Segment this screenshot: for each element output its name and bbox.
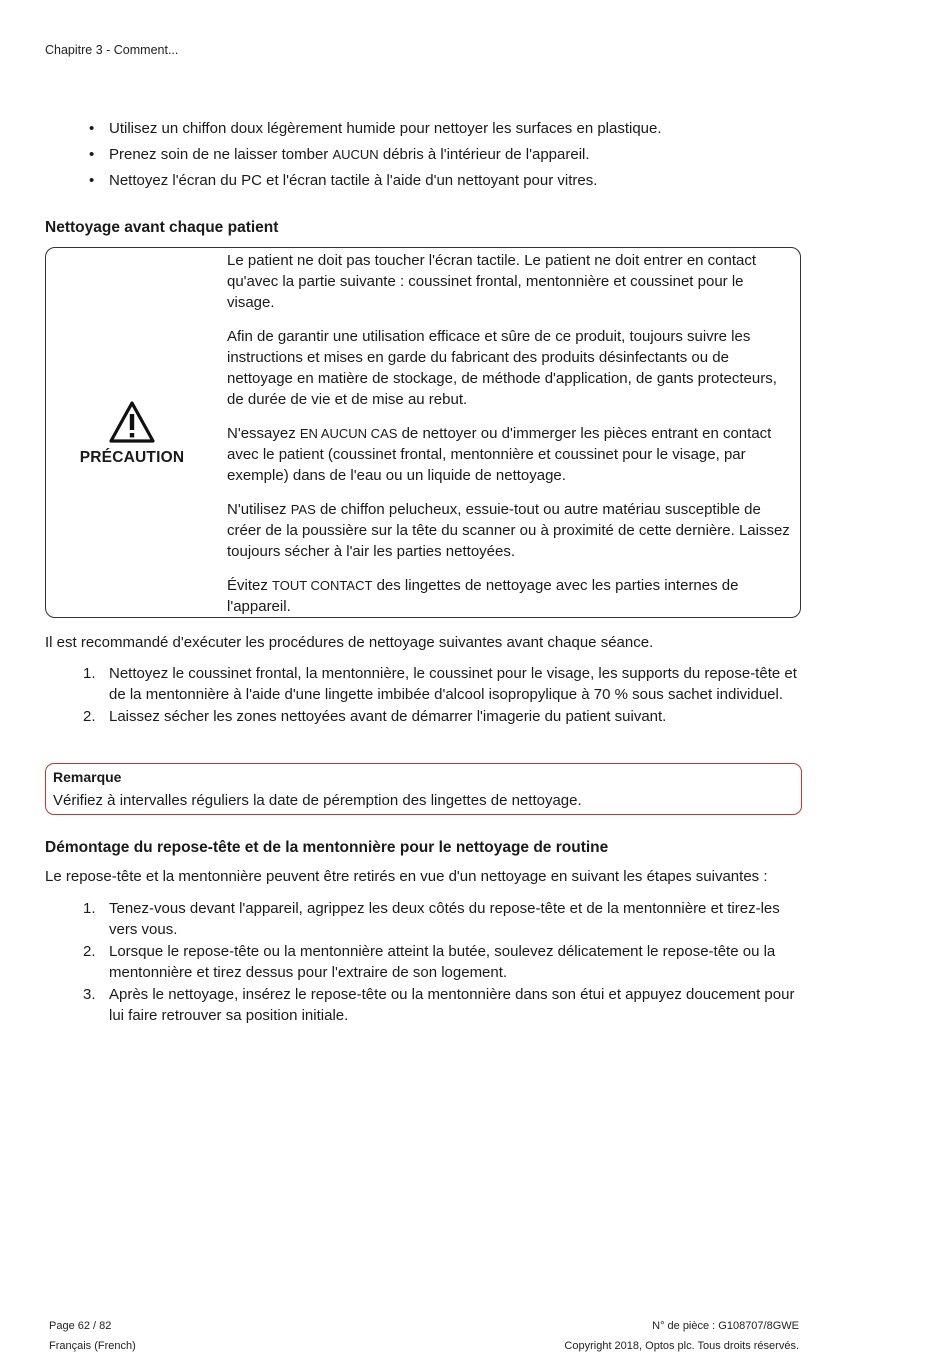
section-heading-removal: Démontage du repose-tête et de la mentonnière pour le nettoyage de routine — [45, 839, 609, 856]
note-text: Vérifiez à intervalles réguliers la date de péremption des lingettes de nettoyage. — [53, 792, 582, 809]
caution-sidebar — [46, 400, 218, 467]
language-label: Français (French) — [49, 1340, 136, 1352]
caution-paragraph: N'essayez EN AUCUN CAS de nettoyer ou d'immerger les pièces entrant en contact avec le patient (coussinet frontal, mentonnière et coussinet pour le visage, par exemple) dans de l'eau ou un liquide de nettoyage. — [227, 425, 772, 484]
removal-intro: Le repose-tête et la mentonnière peuvent être retirés en vue d'un nettoyage en suivant les étapes suivantes : — [45, 868, 768, 885]
list-item: 1. Tenez-vous devant l'appareil, agrippez les deux côtés du repose-tête et de la mentonnière et tirez-les vers vous. — [83, 900, 780, 938]
copyright: Copyright 2018, Optos plc. Tous droits réservés. — [564, 1340, 799, 1352]
list-item: • Nettoyez l'écran du PC et l'écran tactile à l'aide d'un nettoyant pour vitres. — [45, 170, 805, 191]
list-item: • Prenez soin de ne laisser tomber AUCUN débris à l'intérieur de l'appareil. — [45, 144, 805, 165]
list-item: 2. Laissez sécher les zones nettoyées avant de démarrer l'imagerie du patient suivant. — [83, 708, 667, 725]
list-item: • Utilisez un chiffon doux légèrement humide pour nettoyer les surfaces en plastique. — [45, 118, 805, 139]
caution-paragraph: N'utilisez PAS de chiffon pelucheux, essuie-tout ou autre matériau susceptible de créer de la poussière sur la tête du scanner ou à proximité de cette dernière. Laissez toujours sécher à l'air les parties nettoyées. — [227, 501, 790, 560]
caution-paragraph: Évitez TOUT CONTACT des lingettes de nettoyage avec les parties internes de l'appareil. — [227, 577, 739, 615]
page-number: Page 62 / 82 — [49, 1320, 112, 1332]
caution-paragraph: Afin de garantir une utilisation efficace et sûre de ce produit, toujours suivre les instructions et mises en garde du fabricant des produits désinfectants ou de nettoyage en matière de stockage, de méthode d'application, de gants protecteurs, de durée de vie et de mise au rebut. — [227, 328, 777, 408]
list-item: 2. Lorsque le repose-tête ou la mentonnière atteint la butée, soulevez délicatement le repose-tête ou la mentonnière et tirez dessus pour l'extraire de son logement. — [83, 943, 776, 981]
caution-paragraph: Le patient ne doit pas toucher l'écran tactile. Le patient ne doit entrer en contact qu'avec la partie suivante : coussinet frontal, mentonnière et coussinet pour le visage. — [227, 252, 757, 311]
intro-bullet-list — [45, 118, 805, 196]
removal-steps — [45, 898, 805, 1027]
warning-triangle-icon — [108, 400, 156, 444]
list-item: 3. Après le nettoyage, insérez le repose-tête ou la mentonnière dans son étui et appuyez doucement pour lui faire retrouver sa position initiale. — [83, 986, 795, 1024]
list-item: 1. Nettoyez le coussinet frontal, la mentonnière, le coussinet pour le visage, les supports du repose-tête et de la mentonnière à l'aide d'une lingette imbibée d'alcool isopropylique à 70 % sous sachet individuel. — [83, 665, 797, 703]
caution-label: PRÉCAUTION — [79, 449, 185, 466]
cleaning-steps — [45, 663, 805, 728]
note-title: Remarque — [53, 769, 122, 785]
chapter-header: Chapitre 3 - Comment... — [45, 43, 179, 57]
part-number: N° de pièce : G108707/8GWE — [652, 1320, 799, 1332]
cleaning-intro: Il est recommandé d'exécuter les procédures de nettoyage suivantes avant chaque séance. — [45, 634, 654, 651]
section-heading-cleaning: Nettoyage avant chaque patient — [45, 219, 279, 236]
caution-text — [227, 250, 795, 630]
